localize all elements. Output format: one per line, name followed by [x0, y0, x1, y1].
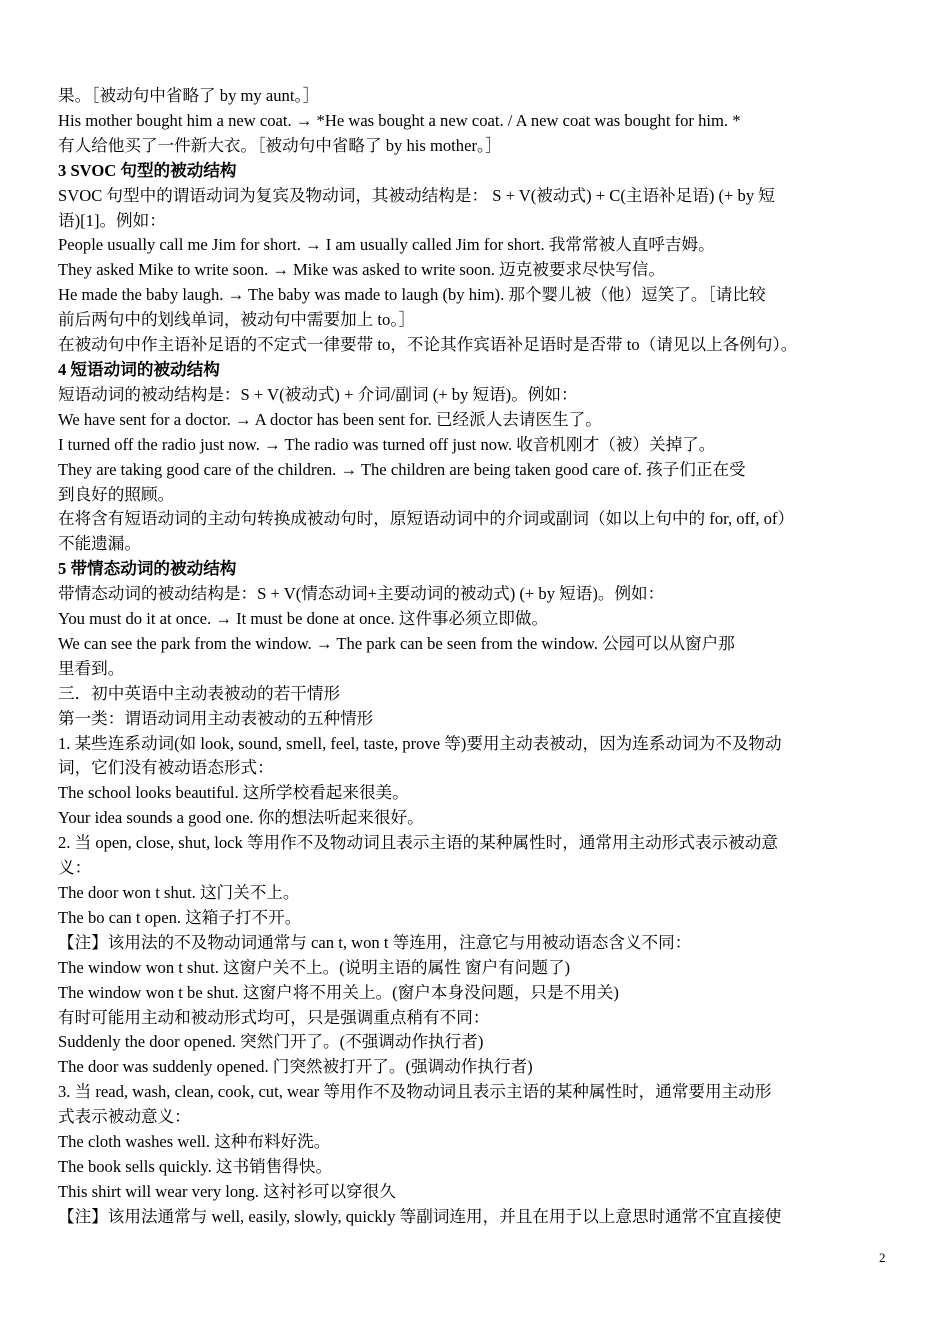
text-line: SVOC 句型中的谓语动词为复宾及物动词，其被动结构是： S + V(被动式) + C(主语补足语) (+ by 短	[58, 185, 775, 205]
example-line: Suddenly the door opened. 突然门开了。(不强调动作执行者)	[58, 1032, 484, 1052]
page-number: 2	[879, 1250, 886, 1265]
example-line: The school looks beautiful. 这所学校看起来很美。	[58, 783, 409, 803]
text-line: 义：	[58, 858, 92, 878]
text-line: 在将含有短语动词的主动句转换成被动句时，原短语动词中的介词或副词（如以上句中的 for, off, of）	[58, 509, 795, 529]
example-line: The book sells quickly. 这书销售得快。	[58, 1156, 333, 1176]
example-line: He made the baby laugh. → The baby was made to laugh (by him). 那个婴儿被（他）逗笑了。［请比较	[58, 285, 766, 305]
example-line: The bo can t open. 这箱子打不开。	[58, 907, 302, 927]
example-line: The window won t be shut. 这窗户将不用关上。(窗户本身没问题，只是不用关)	[58, 982, 619, 1002]
text-line: 到良好的照顾。	[58, 484, 175, 504]
text-line: 词，它们没有被动语态形式：	[58, 758, 274, 778]
text-line: His mother bought him a new coat. → *He was bought a new coat. / A new coat was bought for him. *	[58, 110, 741, 130]
section-heading: 3 SVOC 句型的被动结构	[58, 160, 237, 180]
text-line: 前后两句中的划线单词，被动句中需要加上 to。］	[58, 310, 416, 330]
text-line: 有人给他买了一件新大衣。［被动句中省略了 by his mother。］	[58, 135, 502, 155]
text-line: 果。［被动句中省略了 by my aunt。］	[58, 86, 320, 105]
text-line: 里看到。	[58, 658, 125, 678]
text-line: 2. 当 open, close, shut, lock 等用作不及物动词且表示主语的某种属性时，通常用主动形式表示被动意	[58, 833, 778, 853]
example-line: We have sent for a doctor. → A doctor has been sent for. 已经派人去请医生了。	[58, 409, 602, 429]
text-line: 3. 当 read, wash, clean, cook, cut, wear 等用作不及物动词且表示主语的某种属性时，通常要用主动形	[58, 1082, 772, 1102]
text-line: 在被动句中作主语补足语的不定式一律要带 to，不论其作宾语补足语时是否带 to（请见以上各例句）。	[58, 335, 798, 355]
text-line: 式表示被动意义：	[58, 1107, 191, 1127]
example-line: Your idea sounds a good one. 你的想法听起来很好。	[58, 808, 424, 828]
text-line: 语)[1]。例如：	[58, 210, 166, 230]
note-line: 【注】该用法通常与 well, easily, slowly, quickly 等副词连用，并且在用于以上意思时通常不宜直接使	[58, 1206, 782, 1226]
example-line: The door was suddenly opened. 门突然被打开了。(强调动作执行者)	[58, 1057, 533, 1077]
example-line: I turned off the radio just now. → The radio was turned off just now. 收音机刚才（被）关掉了。	[58, 434, 716, 454]
text-line: 带情态动词的被动结构是：S + V(情态动词+主要动词的被动式) (+ by 短语)。例如：	[58, 584, 665, 604]
document-body	[58, 84, 894, 1230]
text-line: 短语动词的被动结构是：S + V(被动式) + 介词/副词 (+ by 短语)。例如：	[58, 384, 578, 404]
example-line: People usually call me Jim for short. → I am usually called Jim for short. 我常常被人直呼吉姆。	[58, 235, 715, 255]
section-heading: 4 短语动词的被动结构	[58, 359, 220, 379]
text-line: 有时可能用主动和被动形式均可，只是强调重点稍有不同：	[58, 1007, 490, 1027]
example-line: The window won t shut. 这窗户关不上。(说明主语的属性 窗户有问题了)	[58, 957, 571, 977]
text-line: 1. 某些连系动词(如 look, sound, smell, feel, taste, prove 等)要用主动表被动，因为连系动词为不及物动	[58, 733, 782, 753]
section-heading: 5 带情态动词的被动结构	[58, 559, 237, 579]
text-line: 不能遗漏。	[58, 534, 141, 554]
example-line: The door won t shut. 这门关不上。	[58, 883, 300, 902]
example-line: The cloth washes well. 这种布料好洗。	[58, 1132, 331, 1152]
note-line: 【注】该用法的不及物动词通常与 can t, won t 等连用，注意它与用被动语态含义不同：	[58, 932, 692, 952]
example-line: They are taking good care of the children. → The children are being taken good care of. 孩子们正在受	[58, 459, 746, 479]
example-line: We can see the park from the window. → The park can be seen from the window. 公园可以从窗户那	[58, 633, 735, 653]
example-line: You must do it at once. → It must be done at once. 这件事必须立即做。	[58, 609, 549, 629]
example-line: This shirt will wear very long. 这衬衫可以穿很久	[58, 1181, 396, 1201]
subheading: 第一类：谓语动词用主动表被动的五种情形	[58, 708, 374, 728]
chapter-heading: 三．初中英语中主动表被动的若干情形	[58, 683, 341, 703]
example-line: They asked Mike to write soon. → Mike was asked to write soon. 迈克被要求尽快写信。	[58, 260, 665, 280]
